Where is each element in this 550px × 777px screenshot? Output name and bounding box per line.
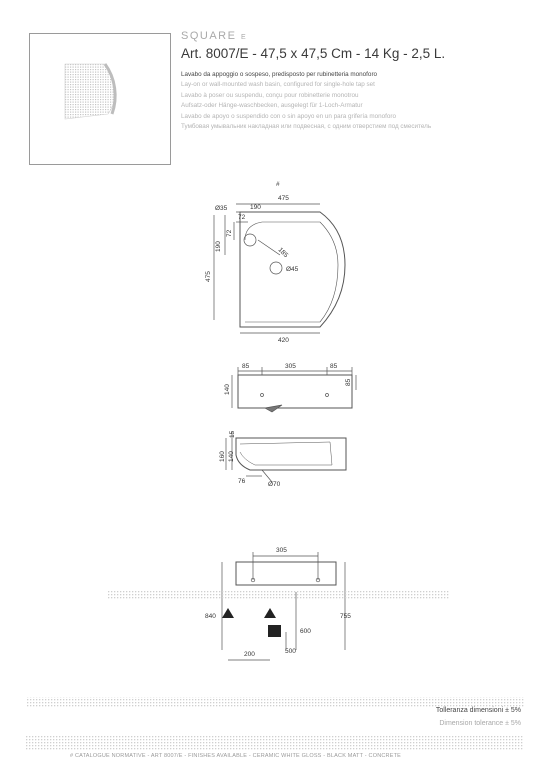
front-view-drawing xyxy=(232,367,356,412)
install-dim-840: 840 xyxy=(205,613,216,620)
top-dim-35: Ø35 xyxy=(215,205,228,212)
description-es: Lavabo de apoyo o suspendido con o sin apoyo en un para grifería monoforo xyxy=(181,112,396,120)
install-dim-305: 305 xyxy=(276,547,287,554)
side-dim-76: 76 xyxy=(238,478,246,485)
front-dim-305: 305 xyxy=(285,363,296,370)
front-dim-85a: 85 xyxy=(242,363,250,370)
wall-hatch xyxy=(108,591,450,600)
floor-hatch xyxy=(26,697,524,707)
side-dim-15: 15 xyxy=(229,430,236,438)
top-dim-width: 475 xyxy=(278,195,289,202)
front-dim-85b: 85 xyxy=(330,363,338,370)
hash-mark: # xyxy=(276,181,280,188)
side-view-drawing xyxy=(226,432,346,482)
description-ru: Тумбовая умывальник накладная или подвесная, с одним отверстием под смеситель xyxy=(181,123,432,131)
water-inlet-left-icon xyxy=(222,608,234,618)
top-dim-45: Ø45 xyxy=(286,266,299,273)
top-dim-475v: 475 xyxy=(205,271,212,282)
install-dim-500: 500 xyxy=(285,648,296,655)
description-en: Lay-on or wall-mounted wash basin, configured for single-hole tap set xyxy=(181,81,375,89)
install-dim-755: 755 xyxy=(340,613,351,620)
front-dim-140: 140 xyxy=(224,384,231,395)
tolerance-it: Tolleranza dimensioni ± 5% xyxy=(435,707,521,714)
description-de: Aufsatz-oder Hänge-waschbecken, ausgelegt für 1-Loch-Armatur xyxy=(181,102,363,110)
description-it: Lavabo da appoggio o sospeso, predisposto per rubinetteria monoforo xyxy=(181,71,378,78)
top-dim-72v: 72 xyxy=(226,229,233,237)
article-title: Art. 8007/E - 47,5 x 47,5 Cm - 14 Kg - 2,5 L. xyxy=(181,46,446,61)
tolerance-en: Dimension tolerance ± 5% xyxy=(439,720,521,727)
top-dim-190: 190 xyxy=(250,204,261,211)
install-dim-600: 600 xyxy=(300,628,311,635)
side-dim-140: 140 xyxy=(228,451,235,462)
water-inlet-right-icon xyxy=(264,608,276,618)
top-dim-72h: 72 xyxy=(238,214,246,221)
top-dim-185: 185 xyxy=(276,246,290,260)
footer-band xyxy=(26,736,524,750)
top-view-drawing xyxy=(214,181,345,333)
install-view-drawing xyxy=(222,552,345,660)
footer-text: # CATALOGUE NORMATIVE - ART 8007/E - FINISHES AVAILABLE - CERAMIC WHITE GLOSS - BLACK MATT - CONCRETE xyxy=(70,753,402,759)
front-dim-85v: 85 xyxy=(345,378,352,386)
top-dim-190v: 190 xyxy=(215,241,222,252)
side-dim-160: 160 xyxy=(219,451,226,462)
install-dim-200: 200 xyxy=(244,651,255,658)
description-fr: Lavabo à poser ou suspendu, conçu pour robinetterie monotrou xyxy=(181,91,359,99)
side-dim-70: Ø70 xyxy=(268,481,281,488)
series-name: SQUARE E xyxy=(181,30,248,42)
drain-outlet-icon xyxy=(268,625,281,637)
top-dim-420: 420 xyxy=(278,337,289,344)
